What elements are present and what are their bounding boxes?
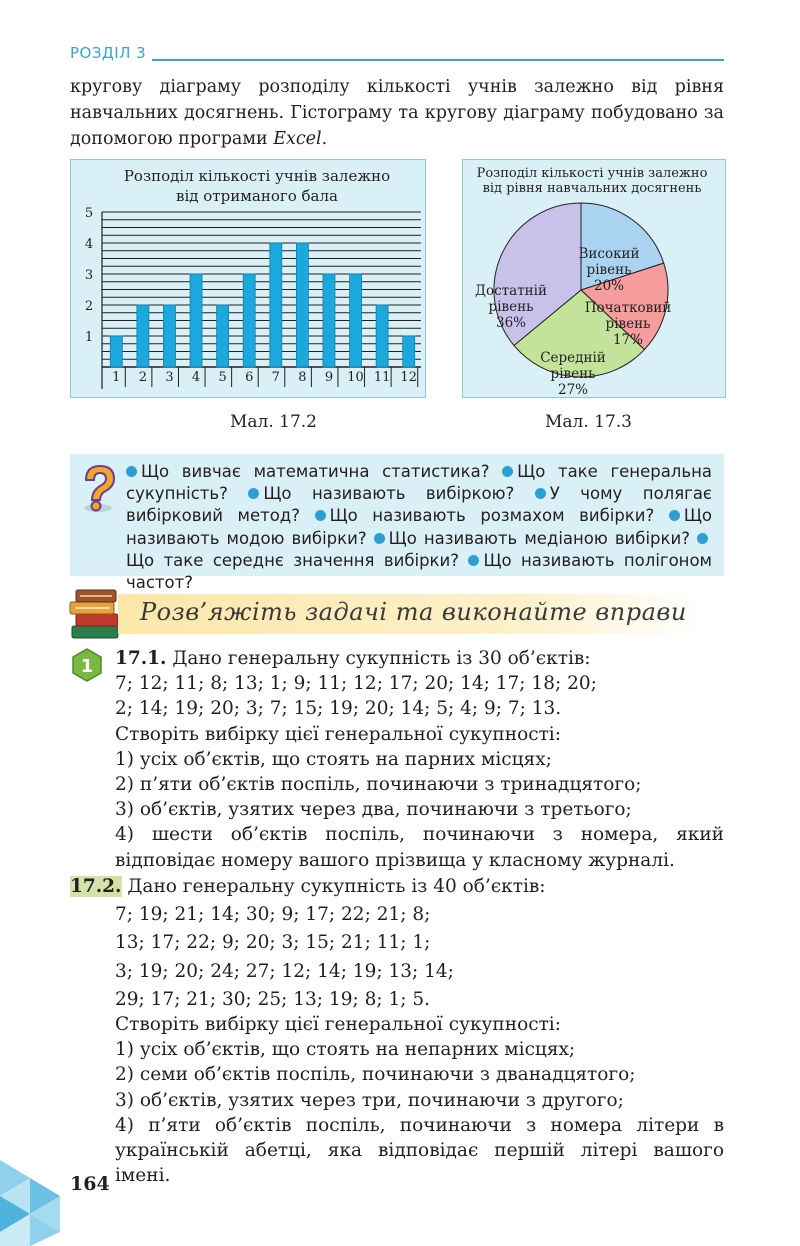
pie-label-text: Середній — [540, 350, 606, 366]
pie-label-text: 36% — [495, 315, 527, 331]
intro-paragraph — [70, 74, 724, 152]
x-tick-label: 6 — [245, 370, 254, 385]
intro-text: кругову діаграму розподілу кількості учнів залежно від рівня навчальних досягнень. Гістограму та кругову діаграму побудовано за допомогою програми — [70, 77, 724, 149]
task-17-2-data-line: 13; 17; 22; 9; 20; 3; 15; 21; 11; 1; — [115, 932, 431, 954]
x-tick-label: 8 — [298, 370, 307, 385]
task-17-2-item: 4) п’яти об’єктів поспіль, починаючи з номера літери в українській абетці, яка відповідає першій літері вашого імені. — [115, 1114, 724, 1187]
task-17-2-data-line: 3; 19; 20; 24; 27; 12; 14; 19; 13; 14; — [115, 960, 454, 982]
pie-chart — [463, 160, 725, 397]
task-17-2 — [70, 874, 724, 1188]
bullet-dot-icon — [502, 466, 513, 477]
y-tick-label: 4 — [84, 237, 94, 252]
task-17-1-intro: Дано генеральну сукупність із 30 об’єктів: — [172, 648, 591, 669]
review-question: Що таке середнє значення вибірки? — [126, 550, 469, 570]
figure-caption-17-2: Мал. 17.2 — [230, 412, 318, 432]
question-mark-icon — [76, 464, 120, 514]
task-17-1-prompt: Створіть вибірку цієї генеральної сукупності: — [115, 723, 561, 745]
histogram-figure — [70, 159, 426, 398]
task-17-2-prompt: Створіть вибірку цієї генеральної сукупності: — [115, 1014, 561, 1036]
bar — [190, 274, 202, 367]
x-tick-label: 5 — [218, 370, 227, 385]
section-label: РОЗДІЛ 3 — [70, 44, 147, 62]
corner-triangles-decoration — [0, 1150, 70, 1246]
x-tick-label: 1 — [112, 370, 121, 385]
bar — [350, 274, 362, 367]
task-17-1-data-line: 7; 12; 11; 8; 13; 1; 9; 11; 12; 17; 20; 14; 17; 18; 20; — [115, 673, 597, 695]
bar — [163, 305, 175, 367]
review-question: Що називають модою вибірки? — [126, 506, 712, 548]
bar-chart-title: від отриманого бала — [176, 187, 338, 205]
bullet-dot-icon — [248, 488, 259, 499]
bar — [217, 305, 229, 367]
task-17-2-item: 1) усіх об’єктів, що стоять на непарних місцях; — [115, 1039, 576, 1061]
y-tick-label: 3 — [84, 268, 94, 283]
y-tick-label: 1 — [84, 330, 94, 345]
bullet-dot-icon — [374, 533, 385, 544]
x-tick-label: 3 — [165, 370, 174, 385]
task-17-1-item: 2) п’яти об’єктів поспіль, починаючи з тринадцятого; — [115, 774, 642, 796]
x-tick-label: 4 — [191, 370, 201, 385]
level-badge-number: 1 — [80, 656, 94, 677]
books-icon — [68, 586, 124, 642]
task-17-2-data-line: 7; 19; 21; 14; 30; 9; 17; 22; 21; 8; — [115, 904, 431, 926]
pie-label-text: 17% — [612, 332, 644, 348]
exercises-banner — [118, 594, 700, 634]
task-17-1-number: 17.1. — [115, 648, 167, 669]
x-tick-label: 9 — [324, 370, 334, 385]
task-17-1-item: 4) шести об’єктів поспіль, починаючи з номера, який відповідає номеру вашого прізвища у класному журналі. — [115, 824, 724, 871]
banner-title: Розв’яжіть задачі та виконайте вправи — [140, 598, 687, 626]
x-tick-label: 2 — [138, 370, 148, 385]
bar — [403, 336, 415, 367]
pie-label-text: Достатній — [475, 283, 547, 299]
pie-chart-title: Розподіл кількості учнів залежно — [476, 166, 708, 181]
questions-text — [126, 461, 712, 594]
intro-end: . — [321, 129, 328, 149]
review-question: Що називають медіаною вибірки? — [388, 528, 697, 548]
review-question: У чому полягає вибірковий метод? — [126, 484, 712, 526]
page-header — [70, 44, 724, 64]
pie-label-text: рівень — [488, 299, 534, 315]
bar — [270, 243, 282, 367]
pie-figure — [462, 159, 726, 398]
bullet-dot-icon — [535, 488, 546, 499]
bullet-dot-icon — [697, 533, 708, 544]
x-tick-label: 12 — [400, 370, 417, 385]
review-questions-box — [70, 454, 724, 593]
task-17-2-data-line: 29; 17; 21; 30; 25; 13; 19; 8; 1; 5. — [115, 988, 430, 1010]
bar — [243, 274, 255, 367]
task-17-2-number: 17.2. — [70, 876, 122, 897]
bullet-dot-icon — [315, 510, 326, 521]
y-tick-label: 5 — [84, 206, 94, 221]
pie-label-text: 27% — [557, 382, 589, 397]
task-17-1-data-line: 2; 14; 19; 20; 3; 7; 15; 19; 20; 14; 5; 4; 9; 7; 13. — [115, 698, 562, 720]
x-tick-label: 11 — [373, 370, 391, 385]
pie-chart-title: від рівня навчальних досягнень — [482, 181, 702, 196]
task-17-1 — [115, 646, 724, 873]
bar — [296, 243, 308, 367]
review-question: Що називають розмахом вибірки? — [329, 506, 669, 526]
pie-label-text: рівень — [586, 262, 632, 278]
page-number: 164 — [70, 1173, 110, 1195]
review-question: Що називають полігоном частот? — [126, 550, 712, 593]
pie-label-text: рівень — [605, 316, 651, 332]
task-17-1-item: 1) усіх об’єктів, що стоять на парних місцях; — [115, 748, 552, 770]
task-17-1-item: 3) об’єктів, узятих через два, починаючи з третього; — [115, 799, 632, 821]
task-17-2-intro: Дано генеральну сукупність із 40 об’єктів: — [127, 876, 546, 897]
bullet-dot-icon — [669, 510, 680, 521]
intro-program: Excel — [273, 129, 322, 149]
bar — [137, 305, 149, 367]
bullet-dot-icon — [468, 555, 479, 566]
x-tick-label: 10 — [347, 370, 364, 385]
review-question: Що таке генеральна сукупність? — [126, 462, 712, 504]
bar — [110, 336, 122, 367]
task-17-2-item: 2) семи об’єктів поспіль, починаючи з дванадцятого; — [115, 1064, 636, 1086]
review-question: Що називають вибіркою? — [263, 484, 535, 504]
pie-label-text: 20% — [593, 278, 625, 294]
review-question: Що вивчає математична статистика? — [141, 462, 503, 481]
pie-label-text: Високий — [578, 246, 640, 262]
y-tick-label: 2 — [84, 299, 94, 314]
pie-label-text: рівень — [550, 366, 596, 382]
bullet-dot-icon — [126, 466, 137, 477]
figure-caption-17-3: Мал. 17.3 — [545, 412, 633, 432]
x-tick-label: 7 — [271, 370, 280, 385]
histogram-chart — [71, 160, 425, 397]
bar-chart-title: Розподіл кількості учнів залежно — [123, 167, 391, 185]
header-rule — [152, 59, 724, 61]
pie-label-text: Початковий — [584, 300, 672, 316]
bar — [376, 305, 388, 367]
task-17-2-item: 3) об’єктів, узятих через три, починаючи з другого; — [115, 1089, 624, 1111]
bar — [323, 274, 335, 367]
level-1-badge-icon — [70, 648, 104, 682]
